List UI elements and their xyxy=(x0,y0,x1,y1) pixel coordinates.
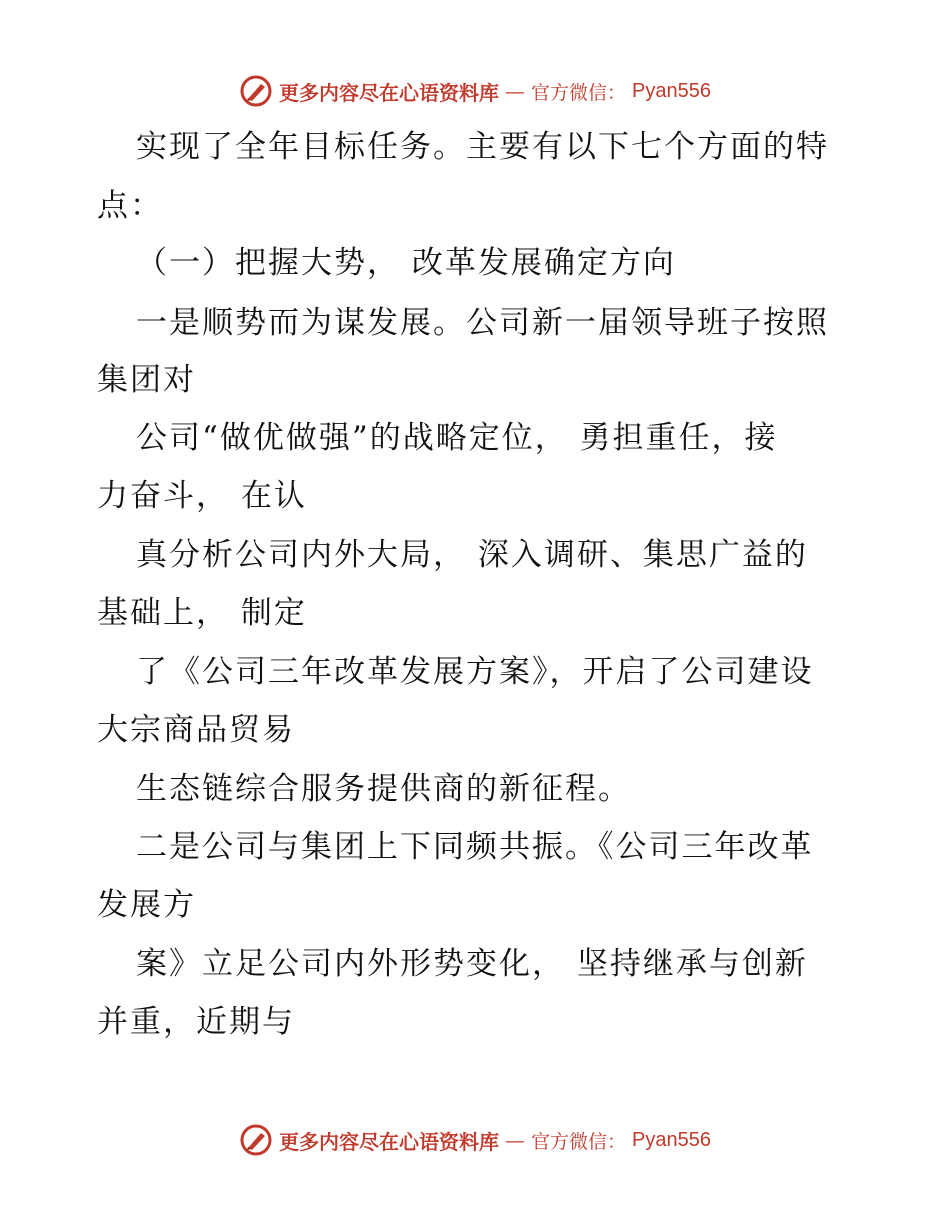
footer-banner xyxy=(0,1120,950,1160)
body-line: 一是顺势而为谋发展。公司新一届领导班子按照 xyxy=(136,305,829,341)
banner-wechat-id: Pyan556 xyxy=(632,1128,711,1151)
banner-brand-text: 更多内容尽在心语资料库 xyxy=(279,1129,499,1154)
body-line: 生态链综合服务提供商的新征程。 xyxy=(136,771,631,807)
body-line: 发展方 xyxy=(97,887,196,923)
banner-separator: — xyxy=(505,1128,525,1152)
body-line: 公司“做优做强”的战略定位， 勇担重任，接 xyxy=(136,420,778,456)
banner-wechat-label: 官方微信： xyxy=(531,1130,627,1153)
body-line: 真分析公司内外大局， 深入调研、集思广益的 xyxy=(136,537,808,573)
pen-seal-icon xyxy=(239,1123,273,1157)
body-line: 点： xyxy=(97,188,163,224)
header-banner xyxy=(0,71,950,111)
banner-wechat-id: Pyan556 xyxy=(632,79,711,102)
body-line: 了《公司三年改革发展方案》，开启了公司建设 xyxy=(136,654,814,690)
banner-separator: — xyxy=(505,79,525,103)
banner-wechat-label: 官方微信： xyxy=(531,81,627,104)
body-line: 力奋斗， 在认 xyxy=(97,478,307,514)
body-line: 二是公司与集团上下同频共振。《公司三年改革 xyxy=(136,829,814,865)
banner-brand-text: 更多内容尽在心语资料库 xyxy=(279,80,499,105)
section-heading: （一）把握大势， 改革发展确定方向 xyxy=(136,245,676,281)
pen-seal-icon xyxy=(239,74,273,108)
body-line: 基础上， 制定 xyxy=(97,595,307,631)
body-line: 并重，近期与 xyxy=(97,1004,295,1040)
body-line: 实现了全年目标任务。主要有以下七个方面的特 xyxy=(136,129,829,165)
body-line: 案》立足公司内外形势变化， 坚持继承与创新 xyxy=(136,946,808,982)
body-line: 集团对 xyxy=(97,362,196,398)
body-line: 大宗商品贸易 xyxy=(97,712,295,748)
